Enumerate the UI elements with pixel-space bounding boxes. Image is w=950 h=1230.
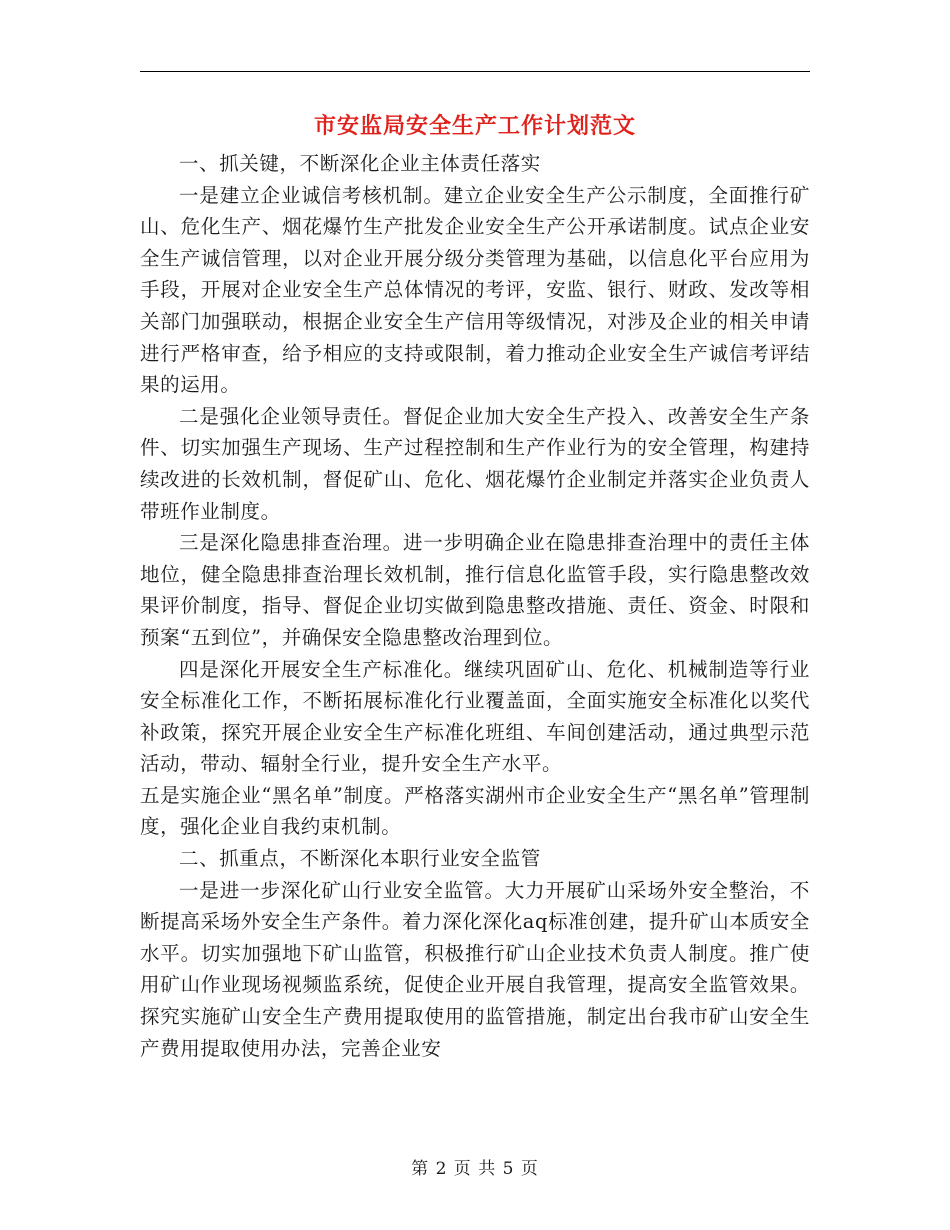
paragraph-mining-supervision: 一是进一步深化矿山行业安全监管。大力开展矿山采场外安全整治，不断提高采场外安全生产条件。着力深化深化aq标准创建，提升矿山本质安全水平。切实加强地下矿山监管，积极推行矿山企业技术负责人制度。推广使用矿山作业现场视频监系统，促使企业开展自我管理，提高安全监管效果。探究实施矿山安全生产费用提取使用的监管措施，制定出台我市矿山安全生产费用提取使用办法，完善企业安 [140,878,810,1060]
section-heading-1: 一、抓关键，不断深化企业主体责任落实 [179,152,541,175]
document-title: 市安监局安全生产工作计划范文 [313,113,636,139]
page-number-footer: 第 2 页 共 5 页 [411,1159,539,1179]
paragraph-leadership-responsibility: 二是强化企业领导责任。督促企业加大安全生产投入、改善安全生产条件、切实加强生产现场、生产过程控制和生产作业行为的安全管理，构建持续改进的长效机制，督促矿山、危化、烟花爆竹企业制定并落实企业负责人带班作业制度。 [140,404,810,523]
paragraph-credit-assessment: 一是建立企业诚信考核机制。建立企业安全生产公示制度，全面推行矿山、危化生产、烟花爆竹生产批发企业安全生产公开承诺制度。试点企业安全生产诚信管理，以对企业开展分级分类管理为基础，以信息化平台应用为手段，开展对企业安全生产总体情况的考评，安监、银行、财政、发改等相关部门加强联动，根据企业安全生产信用等级情况，对涉及企业的相关申请进行严格审查，给予相应的支持或限制，着力推动企业安全生产诚信考评结果的运用。 [140,183,810,397]
paragraph-hazard-investigation: 三是深化隐患排查治理。进一步明确企业在隐患排查治理中的责任主体地位，健全隐患排查治理长效机制，推行信息化监管手段，实行隐患整改效果评价制度，指导、督促企业切实做到隐患整改措施、责任、资金、时限和预案“五到位”，并确保安全隐患整改治理到位。 [140,531,810,649]
document-body [140,148,810,1064]
paragraph-blacklist: 五是实施企业“黑名单”制度。严格落实湖州市企业安全生产“黑名单”管理制度，强化企业自我约束机制。 [140,783,810,839]
paragraph-standardization: 四是深化开展安全生产标准化。继续巩固矿山、危化、机械制造等行业安全标准化工作，不断拓展标准化行业覆盖面，全面实施安全标准化以奖代补政策，探究开展企业安全生产标准化班组、车间创建活动，通过典型示范活动，带动、辐射全行业，提升安全生产水平。 [140,657,810,776]
section-heading-2: 二、抓重点，不断深化本职行业安全监管 [179,847,541,871]
header-rule [140,71,810,72]
